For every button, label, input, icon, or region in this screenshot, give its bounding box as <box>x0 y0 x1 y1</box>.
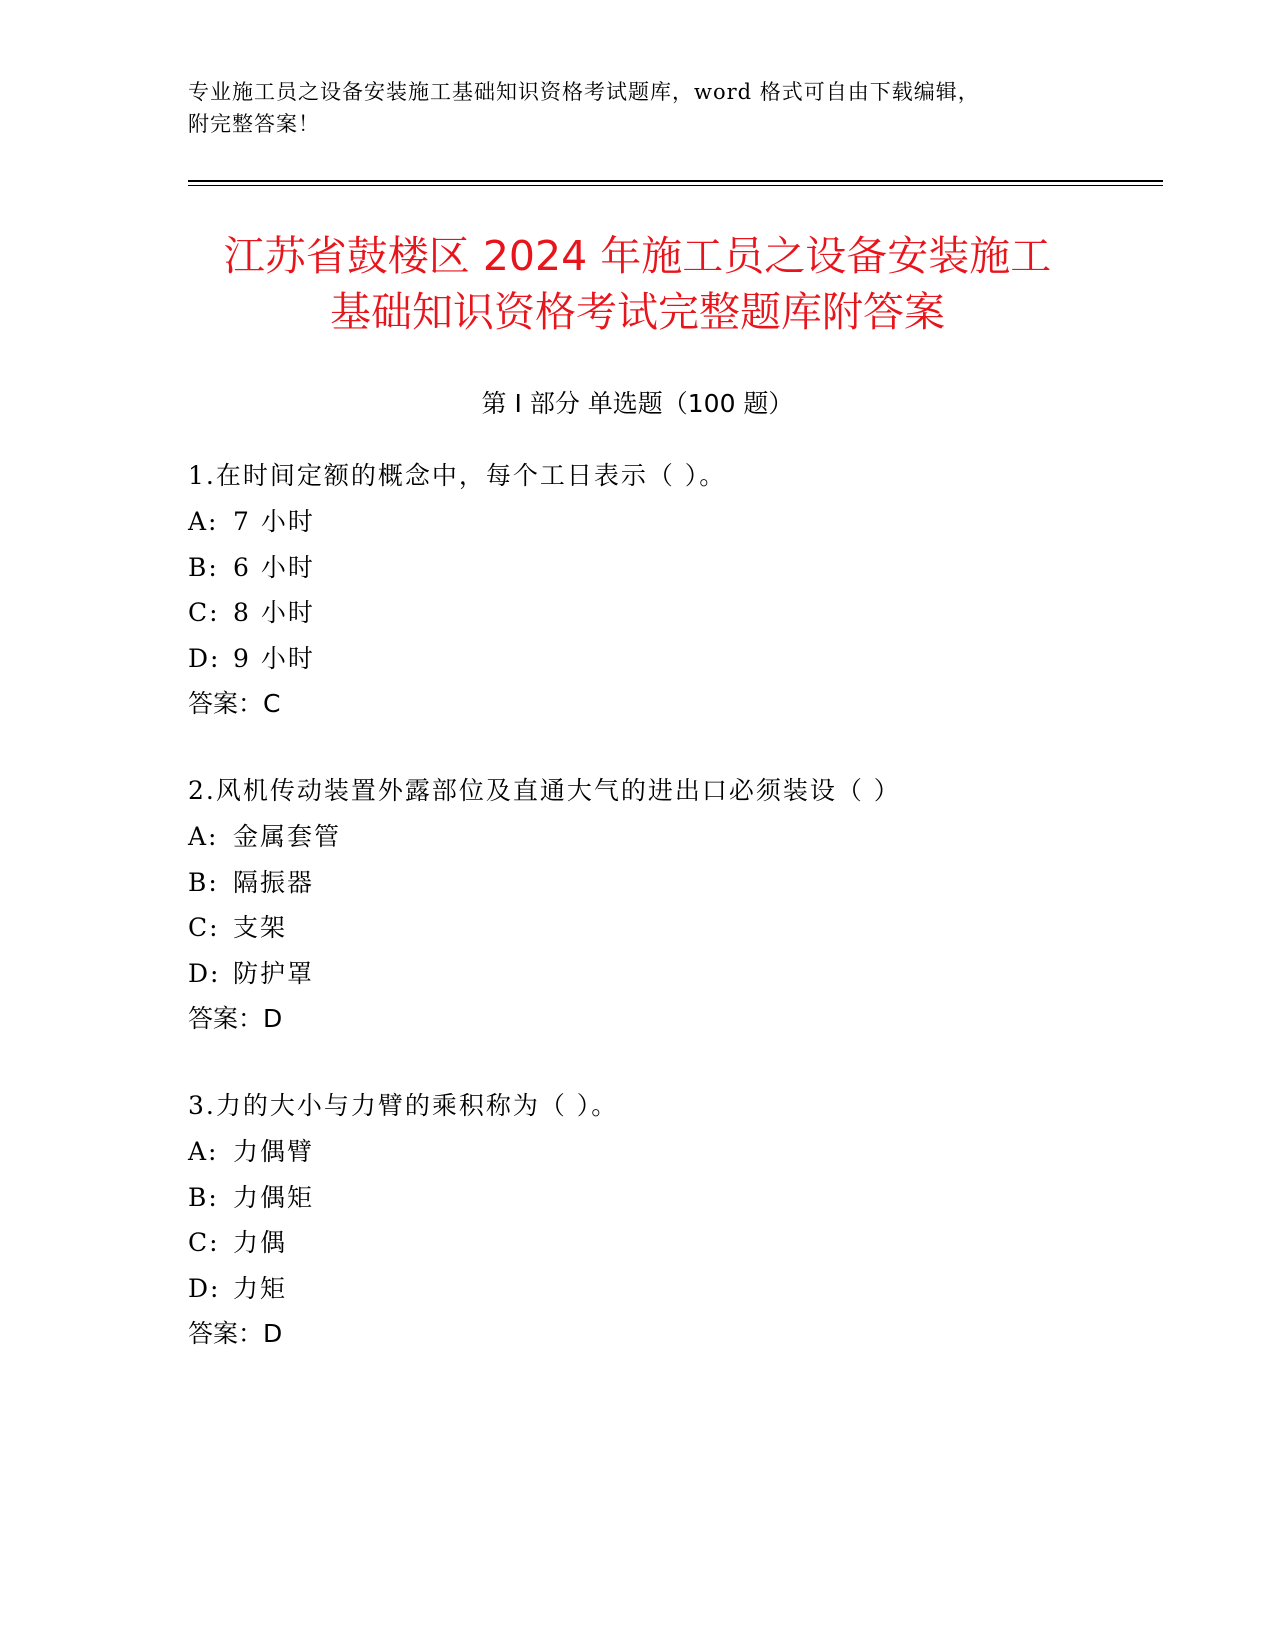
option-key: A: <box>188 822 219 851</box>
option-b <box>188 1180 1148 1226</box>
option-text: 力矩 <box>233 1273 288 1303</box>
answer: 答案：D <box>188 1319 283 1348</box>
option-key: D: <box>188 958 221 988</box>
document-title-line-2: 基础知识资格考试完整题库附答案 <box>330 288 945 336</box>
option-text: 力偶 <box>233 1228 288 1257</box>
option-a <box>188 1134 1148 1180</box>
document-title-line-1: 江苏省鼓楼区 2024 年施工员之设备安装施工 <box>223 232 1052 280</box>
question-stem: 3.力的大小与力臂的乘积称为（ ）。 <box>188 1091 619 1120</box>
option-text: 7 小时 <box>233 507 315 536</box>
option-text: 金属套管 <box>233 822 342 851</box>
option-c <box>188 910 1148 956</box>
option-key: D: <box>188 1273 221 1303</box>
option-key: C: <box>188 1228 220 1257</box>
option-key: A: <box>188 507 219 536</box>
header-note-line-1: 专业施工员之设备安装施工基础知识资格考试题库，word 格式可自由下载编辑， <box>188 80 980 104</box>
option-b <box>188 865 1148 911</box>
option-key: C: <box>188 598 220 627</box>
option-key: D: <box>188 643 221 673</box>
option-key: C: <box>188 913 220 942</box>
option-d <box>188 641 1148 687</box>
option-key: A: <box>188 1137 219 1166</box>
option-text: 力偶矩 <box>233 1182 315 1212</box>
option-a <box>188 504 1148 550</box>
option-text: 防护罩 <box>233 958 315 988</box>
option-c <box>188 1225 1148 1271</box>
option-key: B: <box>188 552 219 582</box>
option-key: B: <box>188 1182 219 1212</box>
option-a <box>188 819 1148 865</box>
question-stem: 2.风机传动装置外露部位及直通大气的进出口必须装设（ ） <box>188 776 901 805</box>
answer: 答案：C <box>188 689 281 718</box>
option-text: 隔振器 <box>233 867 315 897</box>
option-d <box>188 1271 1148 1317</box>
option-c <box>188 595 1148 641</box>
option-text: 8 小时 <box>233 598 315 627</box>
header-divider-thin <box>188 185 1163 186</box>
answer: 答案：D <box>188 1004 283 1033</box>
question-2 <box>188 773 1148 1047</box>
question-stem: 1.在时间定额的概念中，每个工日表示（ ）。 <box>188 461 727 490</box>
header-divider-thick <box>188 180 1163 182</box>
option-text: 力偶臂 <box>233 1137 315 1166</box>
option-key: B: <box>188 867 219 897</box>
document-title <box>0 228 1275 340</box>
option-text: 6 小时 <box>233 552 315 582</box>
question-3 <box>188 1088 1148 1362</box>
question-1 <box>188 458 1148 732</box>
header-note <box>188 76 1088 140</box>
option-text: 9 小时 <box>233 643 315 673</box>
option-d <box>188 956 1148 1002</box>
option-b <box>188 550 1148 596</box>
option-text: 支架 <box>233 913 288 942</box>
section-heading: 第 I 部分 单选题（100 题） <box>481 389 794 418</box>
header-note-line-2: 附完整答案！ <box>188 112 320 136</box>
